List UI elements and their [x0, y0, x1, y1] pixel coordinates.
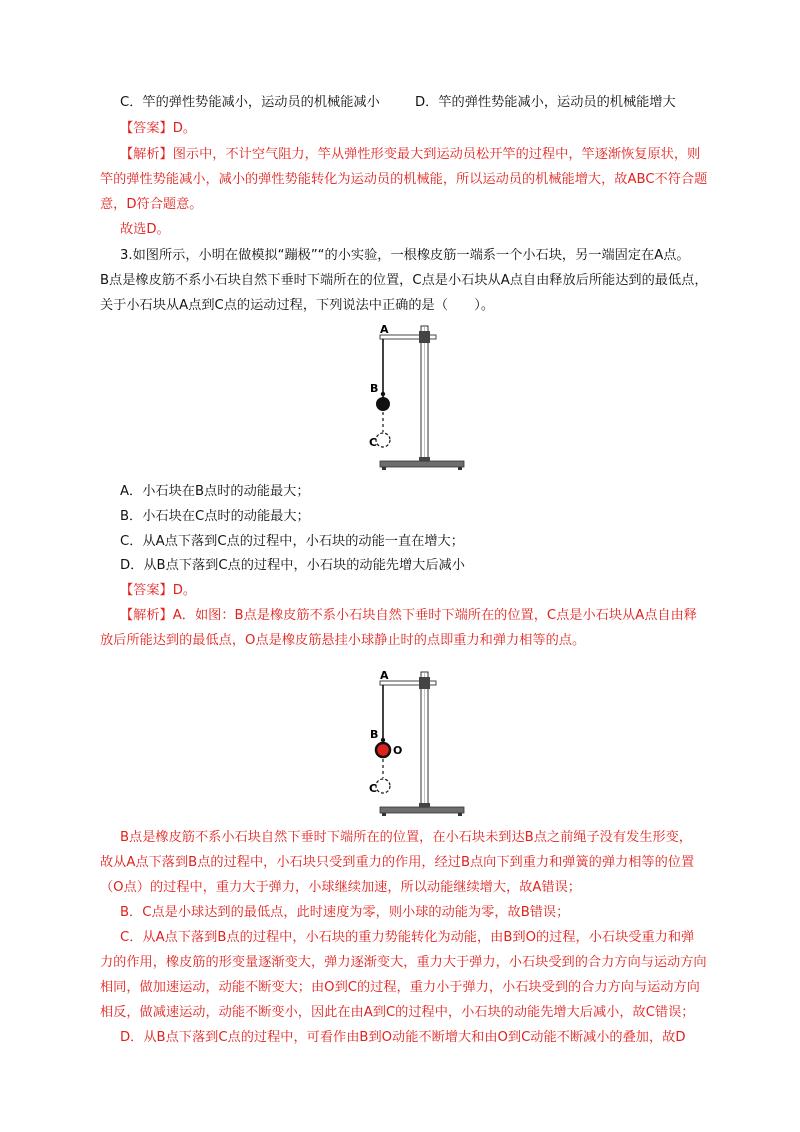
q2-answer-label: 【答案】	[120, 121, 173, 136]
stand-foot-right	[458, 467, 462, 470]
stand-base	[380, 807, 464, 813]
q3-body-line-3: （O点）的过程中，重力大于弹力，小球继续加速，所以动能继续增大，故A错误；	[100, 880, 581, 895]
pole-clamp-bottom	[419, 803, 430, 807]
q3-stem-line-1: 3.如图所示，小明在做模拟“蹦极”“的小实验，一根橡皮筋一端系一个小石块，另一端固定在A点。	[120, 248, 690, 263]
stone-ball-equilibrium	[376, 743, 390, 757]
q3-body-line-4: B．C点是小球达到的最低点，此时速度为零，则小球的动能为零，故B错误；	[120, 905, 570, 920]
label-a: A	[380, 323, 389, 336]
arm-clamp	[419, 331, 430, 343]
q2-answer	[120, 119, 720, 139]
label-c: C	[369, 436, 378, 449]
q2-analysis-label: 【解析】	[120, 147, 173, 162]
stand-foot-left	[382, 813, 386, 816]
figure-1-svg	[366, 318, 470, 474]
q3-body-line-6: 力的作用，橡皮筋的形变量逐渐变大，弹力逐渐变大，重力大于弹力，小石块受到的合力方向与运动方向	[100, 955, 707, 970]
q3-stem-line-3: 关于小石块从A点到C点的运动过程，下列说法中正确的是（ ）。	[100, 298, 495, 313]
q3-analysis-line-1: 【解析】A．如图：B点是橡皮筋不系小石块自然下垂时下端所在的位置，C点是小石块从A点自由释	[120, 608, 697, 623]
point-b-dot	[381, 738, 385, 742]
figure-1-rubber-band-stand	[366, 318, 470, 474]
q3-body-line-2: 故从A点下落到B点的过程中，小石块只受到重力的作用，经过B点向下到重力和弹簧的弹力相等的位置	[100, 855, 695, 870]
q2-conclusion: 故选D。	[120, 222, 170, 237]
stand-foot-right	[458, 813, 462, 816]
q2-option-c: C．竿的弹性势能减小，运动员的机械能减小	[120, 95, 380, 110]
figure-2-rubber-band-stand	[366, 664, 470, 820]
q3-body-line-9: D．从B点下落到C点的过程中，可看作由B到O动能不断增大和由O到C动能不断减小的叠加，故D	[120, 1030, 686, 1045]
label-a: A	[380, 669, 389, 682]
q2-option-d: D．竿的弹性势能减小，运动员的机械能增大	[415, 95, 676, 110]
label-c: C	[369, 782, 378, 795]
q3-option-a: A．小石块在B点时的动能最大；	[120, 484, 310, 499]
q2-answer-value: D。	[172, 121, 197, 136]
figure-2-svg	[366, 664, 470, 820]
q2-analysis-line-2: 竿的弹性势能减小，减小的弹性势能转化为运动员的机械能，所以运动员的机械能增大，故ABC不符合题	[100, 172, 708, 187]
q3-body-line-5: C．从A点下落到B点的过程中，小石块的重力势能转化为动能，由B到O的过程，小石块受重力和弹	[120, 930, 695, 945]
arm-clamp	[419, 677, 430, 689]
q3-answer	[120, 581, 720, 601]
q2-analysis-line-3: 意，D符合题意。	[100, 197, 203, 212]
label-o: O	[393, 744, 403, 757]
q3-body-line-8: 相反，做减速运动，动能不断变小，因此在由A到C的过程中，小石块的动能先增大后减小，故C错误；	[100, 1005, 695, 1020]
point-b-dot	[381, 392, 385, 396]
stone-ball	[376, 397, 390, 411]
stone-ball-lowest	[376, 433, 390, 447]
pole-clamp-bottom	[419, 457, 430, 461]
label-b: B	[370, 382, 379, 395]
q2-analysis-line-1: 【解析】图示中，不计空气阻力，竿从弹性形变最大到运动员松开竿的过程中，竿逐渐恢复原状，则	[120, 147, 701, 162]
q3-body-line-1: B点是橡皮筋不系小石块自然下垂时下端所在的位置，在小石块未到达B点之前绳子没有发生形变，	[120, 830, 692, 845]
q3-analysis-label: 【解析】	[120, 608, 173, 623]
label-b: B	[370, 728, 379, 741]
q3-answer-label: 【答案】	[120, 583, 173, 598]
q3-analysis-line-2: 放后所能达到的最低点，O点是橡皮筋悬挂小球静止时的点即重力和弹力相等的点。	[100, 633, 586, 648]
q3-stem-line-2: B点是橡皮筋不系小石块自然下垂时下端所在的位置，C点是小石块从A点自由释放后所能达到的最低点，	[100, 273, 708, 288]
q3-answer-value: D。	[172, 583, 197, 598]
q3-body-line-7: 相同，做加速运动，动能不断变大；由O到C的过程，重力小于弹力，小石块受到的合力方向与运动方向	[100, 980, 700, 995]
stand-base	[380, 461, 464, 467]
q3-option-d: D．从B点下落到C点的过程中，小石块的动能先增大后减小	[120, 558, 465, 573]
stand-foot-left	[382, 467, 386, 470]
q3-option-c: C．从A点下落到C点的过程中，小石块的动能一直在增大；	[120, 534, 464, 549]
stone-ball-lowest	[376, 779, 390, 793]
q3-option-b: B．小石块在C点时的动能最大；	[120, 509, 310, 524]
